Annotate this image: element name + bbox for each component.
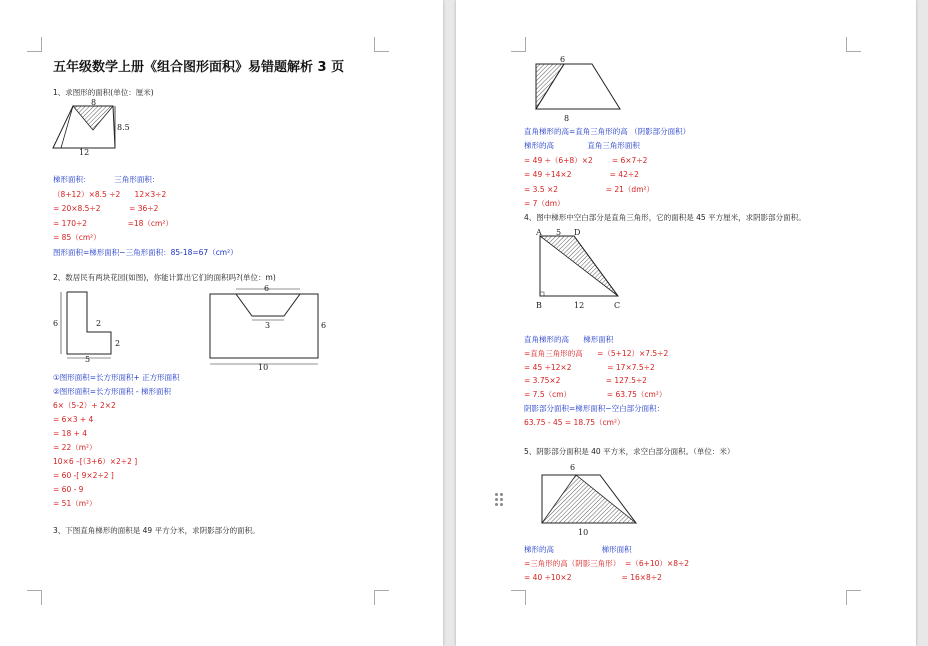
solution-line: = 45 ÷12×2 = 17×7.5÷2	[524, 362, 655, 372]
solution-line: = 3.5 ×2 = 21（dm²）	[524, 184, 655, 194]
q3-fig-bottom-label: 8	[564, 114, 570, 123]
q4-label-bottom: 12	[574, 301, 585, 310]
solution-line: = 20×8.5÷2 = 36÷2	[53, 204, 159, 214]
q4-label-a: A	[536, 228, 542, 237]
solution-line: = 85（cm²）	[53, 233, 101, 243]
question-5-prompt: 5、阴影部分面积是 40 平方米，求空白部分面积。（单位：米）	[524, 447, 735, 456]
solution-line: = 49 ÷（6+8）×2 = 6×7÷2	[524, 155, 648, 165]
solution-line: = 7（dm）	[524, 199, 565, 208]
crop-mark	[846, 37, 861, 52]
document-page-1	[0, 0, 443, 646]
drag-handle-icon[interactable]	[495, 493, 503, 507]
solution-line: 10×6 –[（3+6）×2÷2 ]	[53, 457, 138, 466]
q4-label-top: 5	[556, 228, 562, 237]
solution-line: ①图形面积=长方形面积+ 正方形面积	[53, 373, 180, 382]
solution-line: 阴影部分面积=梯形面积−空白部分面积：	[524, 404, 665, 413]
q1-fig-side-label: 8.5	[117, 123, 130, 132]
q4-label-d: D	[574, 228, 581, 237]
solution-line: 梯形的高 直角三角形面积	[524, 141, 640, 151]
question-4-prompt: 4、图中梯形中空白部分是直角三角形，它的面积是 45 平方厘米，求阴影部分面积。	[524, 213, 806, 222]
solution-line: = 3.75×2 = 127.5÷2	[524, 376, 647, 386]
crop-mark	[374, 590, 389, 605]
q3-fig-top-label: 6	[560, 55, 566, 64]
q2a-notch-w-label: 2	[96, 319, 102, 328]
q1-figure	[53, 100, 133, 156]
solution-line: = 51（m²）	[53, 499, 97, 508]
solution-line: 直角梯形的高 梯形面积	[524, 335, 614, 344]
q5-fig-bottom-label: 10	[578, 528, 589, 537]
q1-fig-bottom-label: 12	[79, 148, 90, 157]
q2a-notch-h-label: 2	[115, 339, 121, 348]
q2-figure-b	[208, 284, 328, 370]
solution-line: 63.75 - 45 = 18.75（cm²）	[524, 417, 625, 427]
document-page-2	[456, 0, 916, 646]
solution-line: 直角梯形的高=直角三角形的高 （阴影部分面积）	[524, 127, 691, 136]
solution-line: = 6×3 + 4	[53, 415, 94, 424]
solution-line: = 40 ÷10×2 = 16×8÷2	[524, 573, 662, 582]
q2b-bottom-label: 10	[258, 363, 269, 372]
solution-line: = 49 ÷14×2 = 42÷2	[524, 170, 639, 180]
solution-line: 梯形面积： 三角形面积：	[53, 175, 160, 184]
q3-figure	[534, 53, 624, 123]
q2a-bottom-label: 5	[85, 355, 91, 364]
crop-mark	[511, 590, 526, 605]
solution-line: =直角三角形的高 =（5+12）×7.5÷2	[524, 348, 669, 358]
q2b-top-label: 6	[264, 284, 270, 293]
q4-label-c: C	[614, 301, 621, 310]
document-title: 五年级数学上册《组合图形面积》易错题解析 3 页	[53, 60, 345, 75]
crop-mark	[27, 37, 42, 52]
crop-mark	[374, 37, 389, 52]
q4-label-b: B	[536, 301, 542, 310]
crop-mark	[846, 590, 861, 605]
solution-line: 图形面积=梯形面积−三角形面积：85-18=67（cm²）	[53, 248, 238, 257]
q2a-left-label: 6	[53, 319, 59, 328]
crop-mark	[27, 590, 42, 605]
solution-line: ②图形面积=长方形面积 - 梯形面积	[53, 387, 171, 396]
solution-line: = 7.5（cm） = 63.75（cm²）	[524, 390, 667, 400]
solution-line: 6×（5-2）+ 2×2	[53, 401, 116, 410]
question-3-prompt: 3、下图直角梯形的面积是 49 平方分米，求阴影部分的面积。	[53, 526, 260, 535]
q2b-mid-label: 3	[265, 321, 271, 330]
q4-figure	[534, 228, 624, 313]
solution-line: 梯形的高 梯形面积	[524, 545, 632, 554]
solution-line: =三角形的高（阴影三角形） =（6+10）×8÷2	[524, 559, 690, 568]
solution-line: = 18 + 4	[53, 429, 88, 438]
solution-line: = 22（m²）	[53, 443, 97, 452]
solution-line: （8+12）×8.5 ÷2 12×3÷2	[53, 189, 167, 199]
question-2-prompt: 2、数居民有两块花园(如图)，你能计算出它们的面积吗?(单位：m)	[53, 273, 276, 282]
q5-figure	[540, 461, 640, 537]
solution-line: = 60 -[ 9×2÷2 ]	[53, 471, 114, 480]
q5-fig-top-label: 6	[570, 463, 576, 472]
solution-line: = 60 - 9	[53, 485, 84, 494]
q2-figure-a	[53, 290, 133, 362]
solution-line: = 170÷2 =18（cm²）	[53, 218, 173, 228]
q2b-right-label: 6	[321, 321, 327, 330]
q1-fig-top-label: 8	[91, 98, 97, 107]
question-1-prompt: 1、求图形的面积(单位：厘米)	[53, 88, 154, 97]
crop-mark	[511, 37, 526, 52]
